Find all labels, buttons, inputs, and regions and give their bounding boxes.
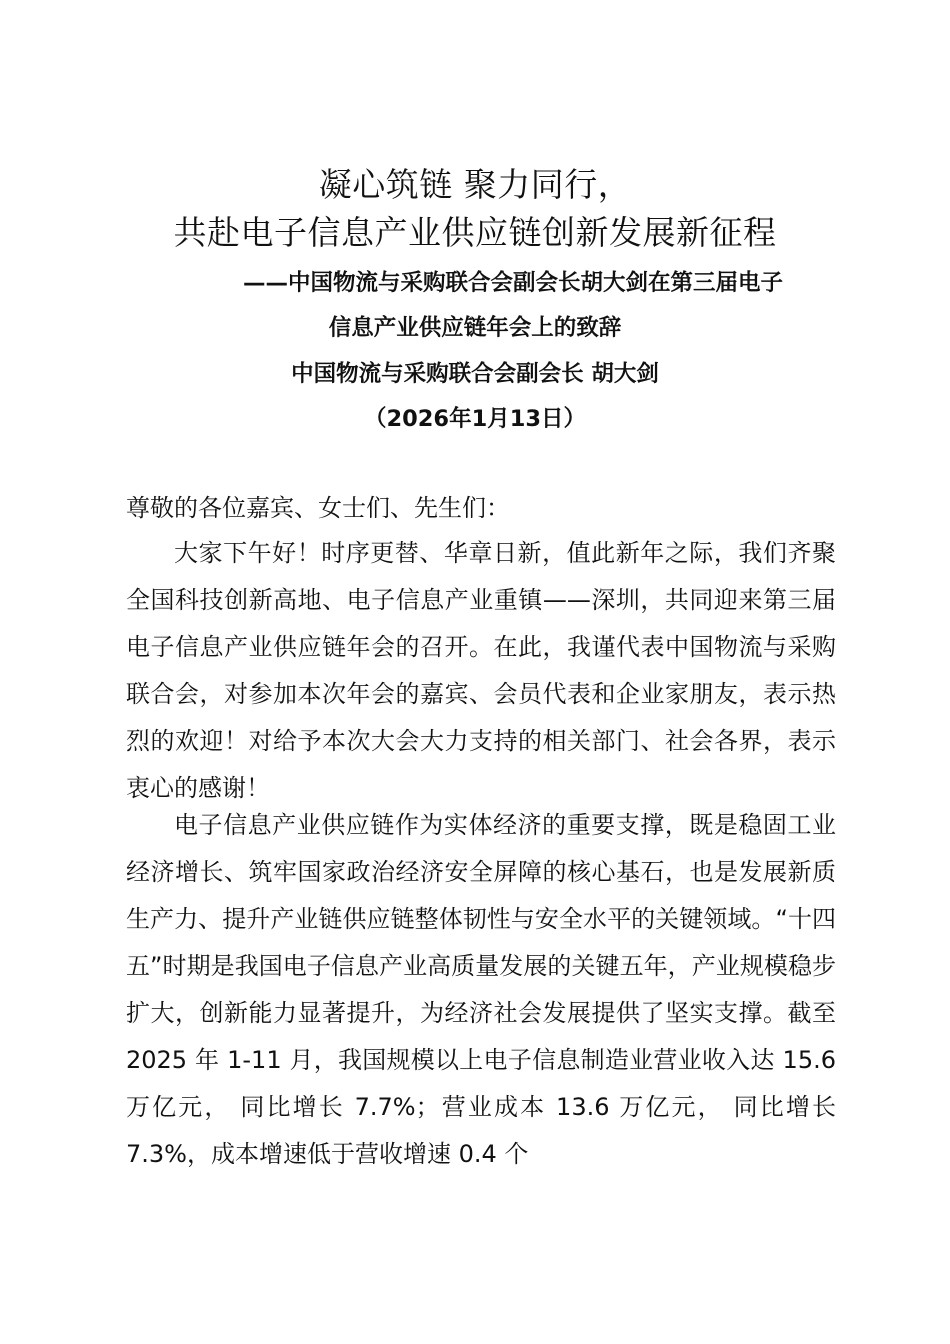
- salutation: 尊敬的各位嘉宾、女士们、先生们：: [126, 494, 510, 522]
- body-paragraph: 电子信息产业供应链作为实体经济的重要支撑，既是稳固工业经济增长、筑牢国家政治经济安全屏障的核心基石，也是发展新质生产力、提升产业链供应链整体韧性与安全水平的关键领域。“十四五”时期是我国电子信息产业高质量发展的关键五年，产业规模稳步扩大，创新能力显著提升，为经济社会发展提供了坚实支撑。截至 2025 年 1-11 月，我国规模以上电子信息制造业营业收入达 15.6 万亿元， 同比增长 7.7%；营业成本 13.6 万亿元， 同比增长 7.3%，成本增速低于营收增速 0.4 个: [126, 811, 836, 1168]
- body-paragraph-2-block: [126, 802, 836, 1178]
- author-line: 中国物流与采购联合会副会长 胡大剑: [291, 361, 659, 387]
- date-line: （2026年1月13日）: [363, 406, 587, 432]
- subtitle-line-2: 信息产业供应链年会上的致辞: [328, 315, 622, 341]
- title-line-1: 凝心筑链 聚力同行，: [318, 165, 632, 204]
- body-paragraph: 大家下午好！时序更替、华章日新，值此新年之际，我们齐聚全国科技创新高地、电子信息产业重镇——深圳，共同迎来第三届电子信息产业供应链年会的召开。在此，我谨代表中国物流与采购联合会，对参加本次年会的嘉宾、会员代表和企业家朋友，表示热烈的欢迎！对给予本次大会大力支持的相关部门、社会各界，表示衷心的感谢！: [126, 539, 836, 802]
- title-line-2: 共赴电子信息产业供应链创新发展新征程: [173, 213, 777, 252]
- body-paragraph-1-block: [126, 530, 836, 812]
- subtitle-line-1: ——中国物流与采购联合会副会长胡大剑在第三届电子: [242, 270, 783, 296]
